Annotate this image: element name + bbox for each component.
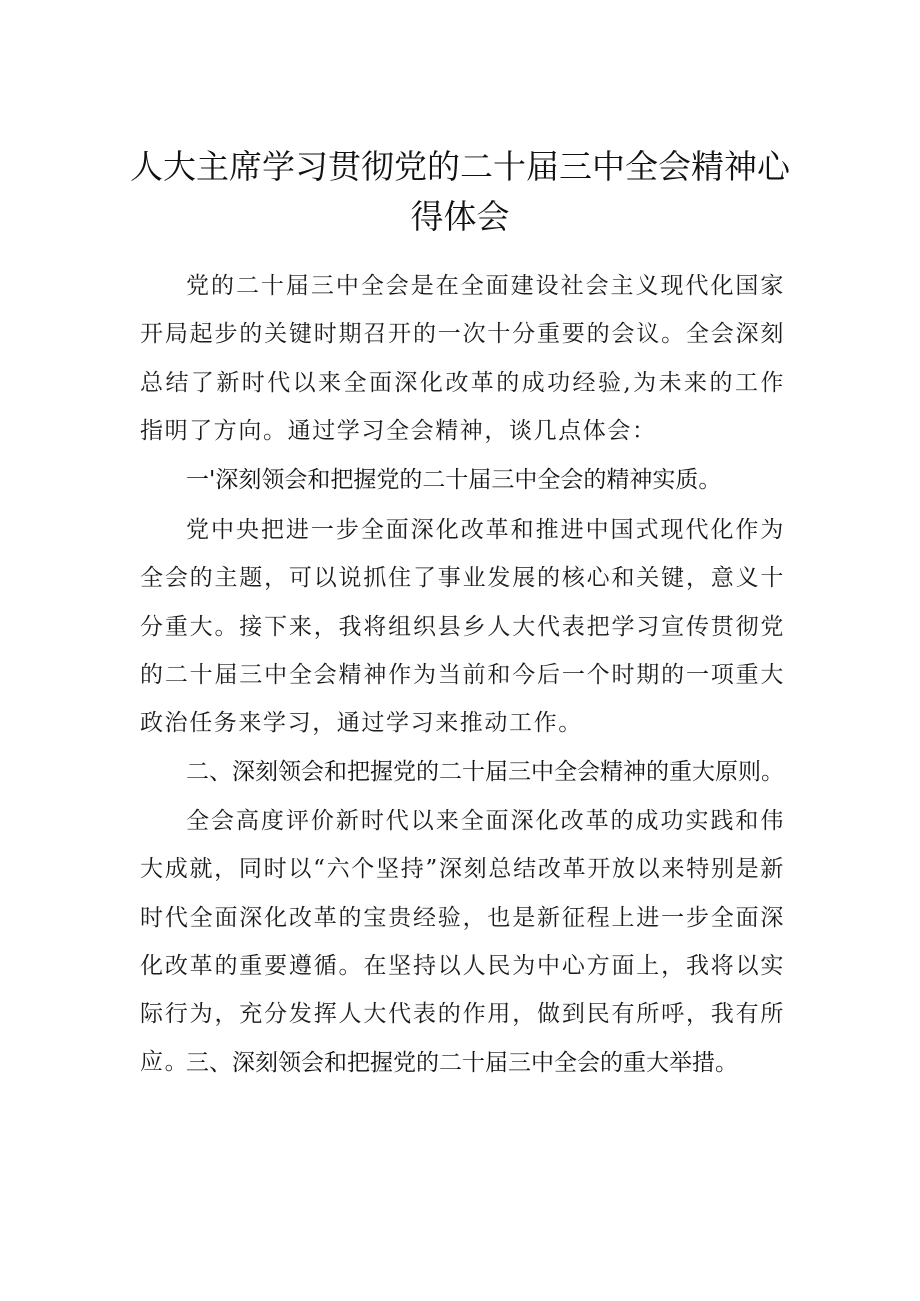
paragraph-section-1: 党中央把进一步全面深化改革和推进中国式现代化作为全会的主题，可以说抓住了事业发展的核心和关键，意义十分重大。接下来，我将组织县乡人大代表把学习宣传贯彻党的二十届三中全会精神作为当前和今后一个时期的一项重大政治任务来学习，通过学习来推动工作。 bbox=[140, 517, 785, 737]
section-heading-1: 一'深刻领会和把握党的二十届三中全会的精神实质。 bbox=[186, 467, 722, 493]
section-heading-3: 三、深刻领会和把握党的二十届三中全会的重大举措。 bbox=[186, 1050, 738, 1076]
paragraph-section-2: 全会高度评价新时代以来全面深化改革的成功实践和伟大成就，同时以“六个坚持”深刻总结改革开放以来特别是新时代全面深化改革的宝贵经验，也是新征程上进一步全面深化改革的重要遵循。在坚持以人民为中心方面上，我将以实际行为，充分发挥人大代表的作用，做到民有所呼，我有所应。 bbox=[140, 808, 785, 1076]
document-title: 人大主席学习贯彻党的二十届三中全会精神心得体会 bbox=[130, 147, 790, 236]
paragraph-intro: 党的二十届三中全会是在全面建设社会主义现代化国家开局起步的关键时期召开的一次十分重要的会议。全会深刻总结了新时代以来全面深化改革的成功经验,为未来的工作指明了方向。通过学习全会精神，谈几点体会： bbox=[140, 273, 785, 444]
section-heading-2: 二、深刻领会和把握党的二十届三中全会精神的重大原则。 bbox=[186, 759, 784, 785]
